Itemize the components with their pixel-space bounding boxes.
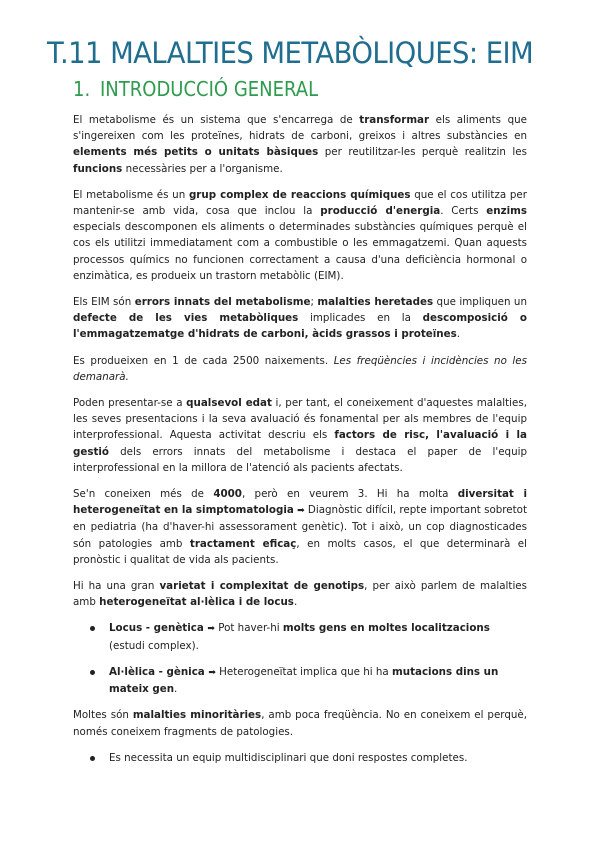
paragraph-reaccions-quimiques: El metabolisme és un grup complex de reaccions químiques que el cos utilitza per mantenir-se amb vida, cosa que inclou la producció d'energia. Certs enzims especials descomponen els aliments o determinades substàncies químiques perquè el cos els utilitzi immediatament com a combustible o les emmagatzemi. Quan aquests processos químics no funcionen correctament a causa d'una deficiència hormonal o enzimàtica, es produeix un trastorn metabòlic (EIM). xyxy=(73,188,527,282)
paragraph-qualsevol-edat: Poden presentar-se a qualsevol edat i, per tant, el coneixement d'aquestes malalties, les seves presentacions i la seva avaluació és fonamental per als membres de l'equip interprofessional. Aquesta activitat descriu els factors de risc, l'avaluació i la gestió dels errors innats del metabolisme i destaca el paper de l'equip interprofessional en la millora de l'atenció als pacients afectats. xyxy=(73,397,528,474)
paragraph-diversitat: Se'n coneixen més de 4000, però en veurem 3. Hi ha molta diversitat i heterogeneïtat en la simptomatologia ➡ Diagnòstic difícil, repte important sobretot en pediatria (ha d'haver-hi assessorament genètic). Tot i això, un cop diagnosticades són patologies amb tractament eficaç, en molts casos, el que determinarà el pronòstic i qualitat de vida als pacients. xyxy=(73,488,528,566)
paragraph-metabolisme-definicio: El metabolisme és un sistema que s'encarrega de transformar els aliments que s'ingereixen com les proteïnes, hidrats de carboni, greixos i altres substàncies en elements més petits o unitats bàsiques per reutilitzar-les perquè realitzin les funcions necessàries per a l'organisme. xyxy=(73,114,527,175)
arrow-right-icon: ➡ xyxy=(208,667,216,678)
arrow-right-icon: ➡ xyxy=(297,506,305,517)
paragraph-eim-definicio: Els EIM són errors innats del metabolisme; malalties heretades que impliquen un defecte de les vies metabòliques implicades en la descomposició o l'emmagatzematge d'hidrats de carboni, àcids grassos i proteïnes. xyxy=(73,296,527,341)
paragraph-minoritaries: Moltes són malalties minoritàries, amb poca freqüència. No en coneixem el perquè, només coneixem fragments de patologies. xyxy=(73,709,527,738)
bullet-list-equip xyxy=(73,750,527,766)
bullet-list-heterogeneitat xyxy=(73,620,527,697)
section-number: 1. xyxy=(73,77,91,101)
section-heading xyxy=(73,74,482,104)
arrow-right-icon: ➡ xyxy=(207,624,215,635)
section-title: INTRODUCCIÓ GENERAL xyxy=(100,77,319,101)
list-item: Locus - genètica ➡ Pot haver-hi molts gens en moltes localitzacions (estudi complex). xyxy=(73,620,527,653)
paragraph-genotips: Hi ha una gran varietat i complexitat de genotips, per això parlem de malalties amb heterogeneïtat al·lèlica i de locus. xyxy=(73,580,528,609)
paragraph-incidencia: Es produeixen en 1 de cada 2500 naixements. Les freqüències i incidències no les demanarà. xyxy=(73,354,527,383)
list-item: Al·lèlica - gènica ➡ Heterogeneïtat implica que hi ha mutacions dins un mateix gen. xyxy=(73,664,527,697)
page-title: T.11 MALALTIES METABÒLIQUES: EIM xyxy=(47,36,534,70)
list-item: Es necessita un equip multidisciplinari que doni respostes completes. xyxy=(73,750,527,766)
